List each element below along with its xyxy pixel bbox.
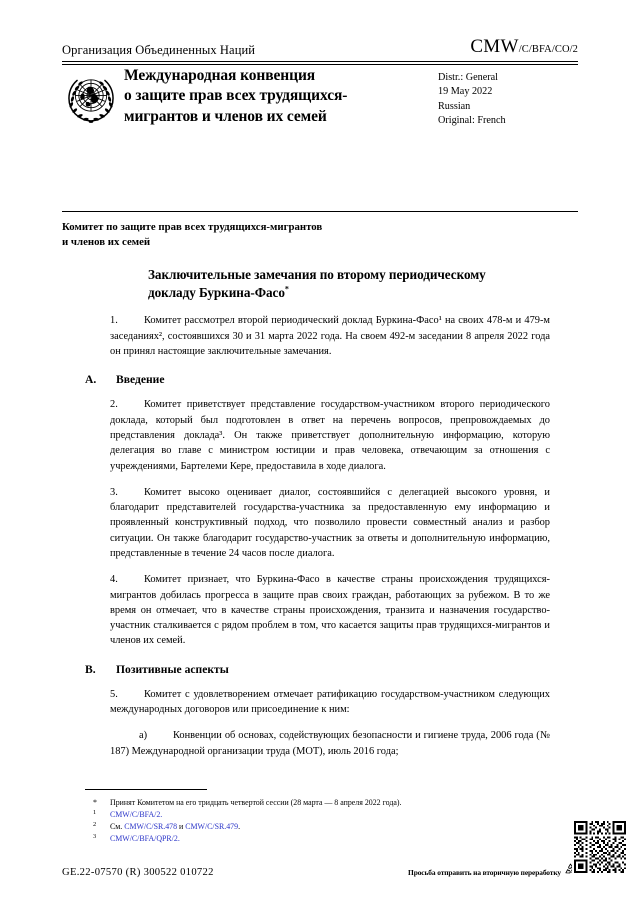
convention-title (124, 66, 432, 127)
page-title-line-1: Заключительные замечания по второму периодическому (148, 267, 486, 282)
page-footer (62, 862, 578, 882)
committee-name-line-2: и членов их семей (62, 236, 151, 249)
section-b-label: Позитивные аспекты (116, 662, 229, 676)
paragraph-4-number: 4. (110, 574, 118, 586)
distribution-date: 19 May 2022 (438, 86, 493, 98)
paragraph-1-number: 1. (110, 315, 118, 327)
paragraph-3-number: 3. (110, 486, 118, 498)
section-b-letter: B. (85, 662, 96, 676)
distribution-type: Distr.: General (438, 72, 498, 83)
paragraph-3-text: Комитет высоко оценивает диалог, состоявшийся с делегацией высокого уровня, и благодарит представителей государства-участника за предоставленную ему информацию и проявленный конструктивный подход, что позволило провести совместный анализ и разбор ситуации. Он также благодарит государство-участник за ответы и дополнительную информацию, представленные в течение 24 часов после диалога. (110, 486, 550, 559)
organization-name: Организация Объединенных Наций (62, 43, 256, 58)
convention-title-line-2: о защите прав всех трудящихся- (124, 87, 348, 105)
footnote-separator (85, 789, 207, 790)
footnote-2 (85, 821, 555, 833)
footnotes (85, 797, 555, 845)
paragraph-1-text: Комитет рассмотрел второй периодический доклад Буркина-Фасо¹ на своих 478-м и 479-м заседаниях², состоявшихся 30 и 31 марта 2022 года. На своем 492-м заседании 8 апреля 2022 года он принял настоящие заключительные замечания. (110, 315, 550, 358)
paragraph-5-subitem-a (110, 728, 550, 759)
paragraph-4-text: Комитет признает, что Буркина-Фасо в качестве страны происхождения трудящихся-мигрантов добилась прогресса в защите прав своих граждан, работающих за рубежом. В то же время он отмечает, что в качестве страны происхождения, транзита и назначения государство-участник сталкивается с рядом проблем в том, что касается защиты прав трудящихся-мигрантов и членов их семей. (110, 574, 550, 647)
paragraph-2 (110, 397, 550, 473)
un-emblem-icon (62, 70, 120, 128)
paragraph-3 (110, 485, 550, 561)
document-symbol-main: CMW (470, 36, 519, 57)
job-number: GE.22-07570 (R) 300522 010722 (62, 866, 214, 878)
paragraph-1 (110, 313, 550, 359)
subitem-a-marker: a) (139, 730, 148, 742)
recycle-notice (408, 862, 578, 882)
distribution-original: Original: French (438, 115, 506, 127)
section-a-label: Введение (116, 373, 165, 387)
committee-rule (62, 211, 578, 212)
masthead (62, 36, 578, 65)
footnote-2-conjunction: и (177, 822, 186, 832)
convention-title-line-1: Международная конвенция (124, 67, 316, 84)
footnote-asterisk (85, 797, 555, 809)
recycle-notice-text: Просьба отправить на вторичную переработку (408, 867, 561, 877)
footnote-1-mark: 1 (93, 809, 97, 817)
committee-name-line-1: Комитет по защите прав всех трудящихся-мигрантов (62, 221, 323, 233)
subitem-a-text: Конвенции об основах, содействующих безопасности и гигиене труда, 2006 года (№ 187) Международной организации труда (МОТ), июль 2016 года; (110, 730, 550, 757)
document-symbol (470, 36, 578, 58)
paragraph-5-number: 5. (110, 688, 118, 700)
footnote-2-text (110, 821, 555, 833)
section-heading-a (85, 373, 578, 386)
convention-title-line-3: мигрантов и членов их семей (124, 107, 327, 125)
footnote-1-text (110, 809, 555, 821)
footnote-2-prefix: См. (110, 822, 125, 832)
distribution-language: Russian (438, 100, 471, 112)
section-heading-b (85, 663, 578, 676)
page-title-line-2: докладу Буркина-Фасо (148, 285, 285, 301)
section-a-letter: A. (85, 373, 97, 387)
masthead-rule-thin (62, 64, 578, 65)
committee-name (62, 220, 482, 251)
footnote-3-mark: 3 (93, 833, 97, 841)
paragraph-5-text: Комитет с удовлетворением отмечает ратификацию государством-участником следующих международных договоров или присоединение к ним: (110, 688, 550, 716)
qr-code-icon (572, 819, 628, 875)
document-symbol-suffix: /C/BFA/CO/2 (518, 44, 578, 55)
page-title (148, 266, 548, 302)
footnote-1 (85, 809, 555, 821)
footnote-3 (85, 833, 555, 845)
footnote-2-link-2[interactable]: CMW/C/SR.479 (185, 822, 239, 832)
convention-title-block (62, 66, 578, 129)
footnote-asterisk-mark: * (93, 798, 97, 807)
paragraph-2-text: Комитет приветствует представление государством-участником второго периодического доклада, который был подготовлен в ответ на перечень вопросов, препровождаемых до представления доклада³. Он также приветствует дополнительную информацию, которую делегация во главе с министром юстиции и прав человека, отвечающим за отношения с учреждениями, Бартелеми Кере, предоставила в ходе диалога. (110, 399, 550, 472)
masthead-rule-thick (62, 61, 578, 62)
footnote-3-link[interactable]: CMW/C/BFA/QPR/2. (110, 834, 180, 844)
footnote-asterisk-text: Принят Комитетом на его тридцать четвертой сессии (28 марта — 8 апреля 2022 года). (110, 798, 402, 807)
document-body (85, 266, 578, 759)
footnote-1-link[interactable]: CMW/C/BFA/2. (110, 810, 163, 820)
paragraph-4 (110, 572, 550, 648)
distribution-block (438, 71, 578, 129)
footnote-2-mark: 2 (93, 821, 97, 829)
footnote-2-link-1[interactable]: CMW/C/SR.478 (124, 822, 178, 832)
page-title-footnote-mark: * (284, 284, 289, 294)
paragraph-5 (110, 687, 550, 718)
paragraph-2-number: 2. (110, 399, 118, 411)
footnote-2-period: . (238, 822, 241, 832)
footnote-3-text (110, 833, 555, 845)
